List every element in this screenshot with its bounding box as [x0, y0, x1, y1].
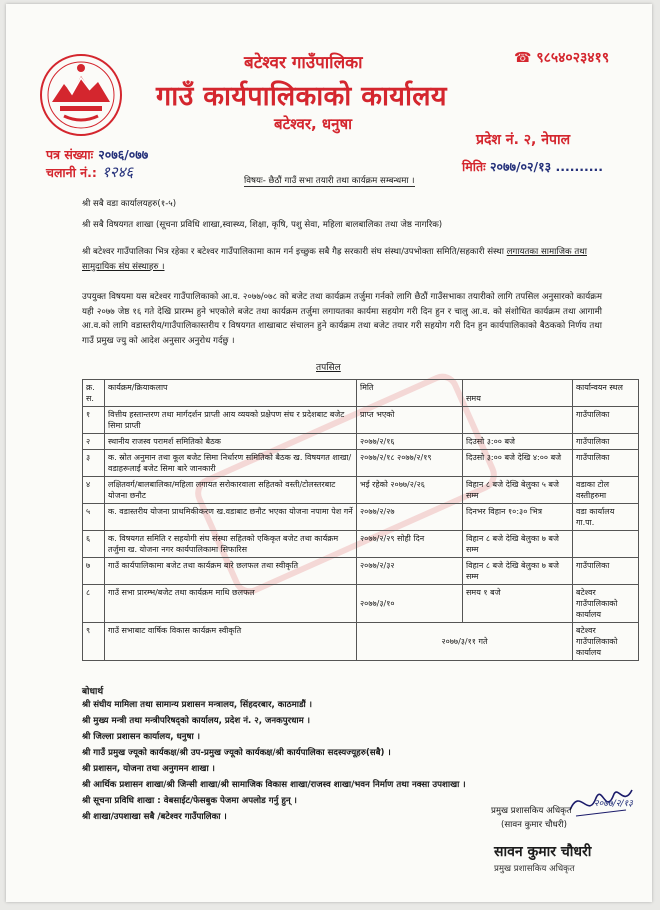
- schedule-table: [82, 379, 639, 661]
- table-cell: ८: [83, 585, 105, 623]
- letter-date: [462, 158, 603, 175]
- office-address: बटेश्वर, धनुषा: [274, 115, 353, 133]
- table-row: [83, 407, 639, 434]
- phone-number: ☎ ९८५४०२३४१९: [514, 50, 610, 66]
- table-cell: २०७७/२/२७: [357, 504, 463, 531]
- table-row: [83, 434, 639, 450]
- table-row: [83, 558, 639, 585]
- table-cell: गाउँ कार्यपालिकामा बजेट तथा कार्यक्रम बारे छलफल तथा स्वीकृति: [105, 558, 357, 585]
- signatory-name: सावन कुमार चौधरी: [494, 844, 592, 860]
- recipient-2: श्री सबै विषयगत शाखा (सूचना प्रविधि शाखा,स्वास्थ्य, शिक्षा, कृषि, पशु सेवा, महिला बालबालिका तथा जेष्ठ नागरिक): [82, 220, 443, 230]
- col-header: समय: [463, 380, 573, 407]
- table-cell: ६: [83, 531, 105, 558]
- table-cell: ९: [83, 623, 105, 661]
- distribution-item: श्री शाखा/उपशाखा सबै /बटेश्वर गाउँपालिका ।: [82, 812, 227, 822]
- table-row: [83, 623, 639, 661]
- chalani-value: १२४६: [101, 163, 134, 181]
- table-cell: २०७७/३/१०: [357, 585, 463, 623]
- table-cell: स्थानीय राजस्व परामर्श समितिको बैठक: [105, 434, 357, 450]
- table-cell: २०७७/२/२९ सोही दिन: [357, 531, 463, 558]
- table-cell: गाउँपालिका: [573, 434, 639, 450]
- table-cell: गाउँपालिका: [573, 407, 639, 434]
- office-title: गाउँ कार्यपालिकाको कार्यालय: [156, 81, 447, 112]
- province-label: प्रदेश नं. २, नेपाल: [476, 132, 571, 148]
- table-cell: विहान ८ बजे देखि बेलुका ७ बजे सम्म: [463, 531, 573, 558]
- table-row: [83, 450, 639, 477]
- table-cell: वित्तीय हस्तान्तरण तथा मार्गदर्शन प्राप्ती आय व्ययको प्रक्षेपण संघ र प्रदेशबाट बजेट सिमा प्राप्ती: [105, 407, 357, 434]
- distribution-item: श्री सूचना प्रविधि शाखा : वेबसाईट/फेसबुक पेजमा अपलोड गर्नु हुन् ।: [82, 796, 297, 806]
- distribution-item: श्री जिल्ला प्रशासन कार्यालय, धनुषा ।: [82, 732, 200, 742]
- table-row: [83, 504, 639, 531]
- table-cell: गाउँपालिका: [573, 450, 639, 477]
- table-cell: बटेश्वर गाउँपालिकाको कार्यालय: [573, 585, 639, 623]
- col-header: मिति: [357, 380, 463, 407]
- chalani-label: चलानी नं.:: [46, 165, 97, 180]
- patra-value: २०७६/०७७: [98, 147, 149, 162]
- table-cell: बटेश्वर गाउँपालिकाको कार्यालय: [573, 623, 639, 661]
- table-cell: क. विषयगत समिति र सहयोगी संघ संस्था सहितको एकिकृत बजेट तथा कार्यक्रम तर्जुमा ख. योजना नगर कार्यपालिकामा सिफारिस: [105, 531, 357, 558]
- table-cell: २०७७/२/१६: [357, 434, 463, 450]
- table-cell: ३: [83, 450, 105, 477]
- table-cell: भई रहेको २०७७/२/२६: [357, 477, 463, 504]
- table-cell: दिउसो ३:०० बजे: [463, 434, 573, 450]
- distribution-item: श्री गाउँ प्रमुख ज्यूको कार्यकक्ष/श्री उप-प्रमुख ज्यूको कार्यकक्ष/श्री कार्यपालिका सदस्यज्यूहरु(सबै) ।: [82, 748, 391, 758]
- municipality-logo: [38, 50, 124, 140]
- subject-line: विषयः- छैठौं गाउँ सभा तयारी तथा कार्यक्रम सम्बन्धमा ।: [244, 176, 415, 186]
- table-cell: १: [83, 407, 105, 434]
- miti-label: मितिः: [462, 159, 486, 174]
- table-cell: २०७७/२/१८ २०७७/२/१९: [357, 450, 463, 477]
- table-cell: ४: [83, 477, 105, 504]
- table-cell: २: [83, 434, 105, 450]
- table-cell: गाउँ सभाबाट वार्षिक विकास कार्यक्रम स्वीकृति: [105, 623, 357, 661]
- chalani-number: [46, 162, 133, 182]
- stamp-name: (सावन कुमार चौधरी): [501, 820, 567, 830]
- table-cell: दिउसो ३:०० बजे देखि ४:०० बजे: [463, 450, 573, 477]
- recipient-3-line-a: श्री बटेश्वर गाउँपालिका भित्र रहेका र बटेश्वर गाउँपालिकामा काम गर्न इच्छुक सबै गैह्र सरकारी संघ संस्था/उपभोक्ता समिति/सहकारी संस्था: [82, 247, 504, 257]
- table-cell: दिनभर विहान १०:३० भित्र: [463, 504, 573, 531]
- miti-value: २०७७/०२/१३ ..........: [489, 159, 603, 174]
- table-cell: प्राप्त भएको: [357, 407, 463, 434]
- table-cell: विहान ८ बजे देखि बेलुका ५ बजे सम्म: [463, 477, 573, 504]
- table-cell: वडा कार्यालय गा.पा.: [573, 504, 639, 531]
- col-header: कार्यक्रम/क्रियाकलाप: [105, 380, 357, 407]
- table-cell: [463, 407, 573, 434]
- patra-label: पत्र संख्याः: [46, 147, 94, 162]
- recipient-1: श्री सबै वडा कार्यालयहरु(१-५): [82, 199, 177, 209]
- municipality-name: बटेश्वर गाउँपालिका: [244, 53, 363, 73]
- table-row: [83, 477, 639, 504]
- table-cell: क. वडास्तरीय योजना प्राथमिकीकरण ख.वडाबाट छनौट भएका योजना नपामा पेश गर्ने: [105, 504, 357, 531]
- recipient-3: [82, 245, 602, 274]
- signatory-title: प्रमुख प्रशासकिय अधिकृत: [494, 864, 575, 874]
- table-cell: समय १ बजे: [463, 585, 573, 623]
- table-header-row: [83, 380, 639, 407]
- distribution-item: श्री मुख्य मन्त्री तथा मन्त्रीपरिषद्को कार्यालय, प्रदेश नं. २, जनकपुरधाम ।: [82, 716, 311, 726]
- table-cell: [573, 531, 639, 558]
- col-header: क्र. स.: [83, 380, 105, 407]
- table-row: [83, 585, 639, 623]
- col-header: कार्यान्वयन स्थल: [573, 380, 639, 407]
- patra-sankhya: [46, 144, 148, 163]
- table-cell: विहान ८ बजे देखि बेलुका ७ बजे सम्म: [463, 558, 573, 585]
- table-cell: गाउँपालिका: [573, 558, 639, 585]
- stamp-title: प्रमुख प्रशासकिय अधिकृत: [491, 806, 572, 816]
- table-row: [83, 531, 639, 558]
- signature-date: २०७७/२/१३: [594, 799, 633, 809]
- recipient-3-line-b: लगायतका सामाजिक तथा सामुदायिक संघ संस्थाहरु ।: [82, 247, 587, 272]
- table-cell: गाउँ सभा प्रारम्भ/बजेट तथा कार्यक्रम माथि छलफल: [105, 585, 357, 623]
- table-cell: क. स्रोत अनुमान तथा कूल बजेट सिमा निर्धारण समितिको बैठक ख. विषयगत शाखा/वडाहरूलाई बजेट सिमा बारे जानकारी: [105, 450, 357, 477]
- tapsil-heading: तपसिल: [316, 363, 341, 373]
- distribution-item: श्री प्रशासन, योजना तथा अनुगमन शाखा ।: [82, 764, 215, 774]
- table-cell: लक्षितवर्ग/बालबालिका/महिला लगायत सरोकारवाला सहितको वस्ती/टोलस्तरबाट योजना छनौट: [105, 477, 357, 504]
- distribution-item: श्री संघीय मामिला तथा सामान्य प्रशासन मन्त्रालय, सिंहदरबार, काठमाडौं ।: [82, 700, 313, 710]
- table-cell: ५: [83, 504, 105, 531]
- table-cell: २०७७/२/३२: [357, 558, 463, 585]
- table-cell: ७: [83, 558, 105, 585]
- letter-page: [6, 4, 652, 902]
- body-paragraph: उपयुक्त विषयमा यस बटेश्वर गाउँपालिकाको आ.व. २०७७/०७८ को बजेट तथा कार्यक्रम तर्जुमा गर्नको लागि छैठौं गाउँसभाका तयारीको लागि तपसिल अनुसारको कार्यक्रम यही २०७७ जेष्ठ १६ गते देखि प्रारम्भ हुने भएकोले बजेट तथा कार्यक्रम तर्जुमा लगायतका कार्यमा सहयोग गरी दिन हुन र चालु आ.व. को संशोधित कार्यक्रम तथा आगामी आ.व.को लागि वडास्तरीय/गाउँपालिकास्तरीय र विषयगत शाखाबाट संचालन हुने कार्यक्रम तथा बजेट तयार गरी सहयोग गरी दिन हुन कार्यपालिकाको बैठकको निर्णय तथा गाउँ प्रमुख ज्यु को आदेश अनुसार अनुरोध गर्दछु ।: [82, 292, 602, 346]
- bodhartha-heading: बोधार्थ: [82, 687, 104, 697]
- table-cell: २०७७/३/११ गते: [357, 623, 573, 661]
- table-cell: वडाका टोल वस्तीहरुमा: [573, 477, 639, 504]
- distribution-item: श्री आर्थिक प्रशासन शाखा/श्री जिन्सी शाखा/श्री सामाजिक विकास शाखा/राजस्व शाखा/भवन निर्माण तथा नक्सा उपशाखा ।: [82, 780, 466, 790]
